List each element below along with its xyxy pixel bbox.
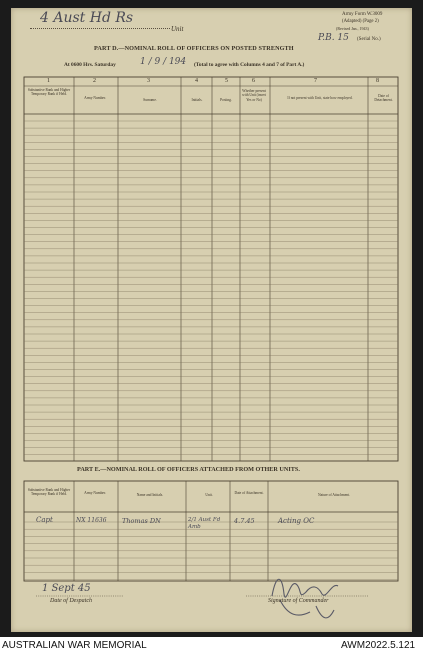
part-d-time-suffix: (Total to agree with Columns 4 and 7 of Part A.) xyxy=(194,62,305,68)
e-entry-nature: Acting OC xyxy=(278,517,315,525)
part-e-title: PART E.—NOMINAL ROLL OF OFFICERS ATTACHED FROM OTHER UNITS. xyxy=(77,466,300,473)
footer-institution: AUSTRALIAN WAR MEMORIAL xyxy=(2,640,147,651)
footer-accession: AWM2022.5.121 xyxy=(341,640,416,651)
unit-label: Unit xyxy=(171,25,184,33)
part-d-time-prefix: At 0600 Hrs. Saturday xyxy=(64,62,116,68)
e-entry-name: Thomas DN xyxy=(122,517,161,525)
e-entry-date: 4.7.45 xyxy=(234,517,255,525)
despatch-label: Date of Despatch xyxy=(50,598,92,604)
unit-handwritten: 4 Aust Hd Rs xyxy=(40,10,134,26)
col-number-3: 3 xyxy=(147,78,150,84)
col-header-rank: Substantive Rank and Higher Temporary Rank if Held. xyxy=(27,88,71,97)
archive-footer xyxy=(0,637,423,653)
e-header-date: Date of Attachment. xyxy=(234,491,264,495)
commander-signature-scrawl xyxy=(262,566,352,626)
part-d-date-handwritten: 1 / 9 / 194 xyxy=(140,57,187,67)
col-number-1: 1 xyxy=(47,78,50,84)
e-header-rank: Substantive Rank and Higher Temporary Rank if Held. xyxy=(27,488,71,497)
serial-handwritten: P.B. 15 xyxy=(318,33,349,43)
e-header-name: Name and Initials. xyxy=(136,493,164,497)
col-header-army-number: Army Number. xyxy=(84,96,106,100)
col-number-7: 7 xyxy=(314,78,317,84)
e-entry-unit: 2/1 Aust Fd Amb xyxy=(188,517,221,530)
despatch-date-handwritten: 1 Sept 45 xyxy=(42,583,91,594)
col-number-6: 6 xyxy=(252,78,255,84)
serial-label: (Serial No.) xyxy=(357,37,381,42)
col-header-employed: If not present with Unit, state how employed. xyxy=(287,96,353,100)
army-form-label: Army Form W.3009 xyxy=(342,12,383,17)
e-entry-rank: Capt xyxy=(36,516,53,524)
e-entry-number: NX 11636 xyxy=(76,517,107,524)
col-number-8: 8 xyxy=(376,78,379,84)
col-number-4: 4 xyxy=(195,78,198,84)
e-header-nature: Nature of Attachment. xyxy=(317,493,351,497)
col-number-5: 5 xyxy=(225,78,228,84)
col-header-initials: Initials. xyxy=(191,98,203,102)
col-number-2: 2 xyxy=(93,78,96,84)
part-d-title: PART D.—NOMINAL ROLL OF OFFICERS ON POSTED STRENGTH xyxy=(94,45,294,52)
col-header-present: Whether present with Unit (insert Yes or No) xyxy=(242,89,266,102)
commander-label: Signature of Commander xyxy=(268,598,329,604)
col-header-posting: Posting. xyxy=(220,98,232,102)
e-header-army-number: Army Number. xyxy=(84,491,106,495)
col-header-detachment: Date of Detachment. xyxy=(374,94,393,103)
army-form-revised: (Revised Jan., 1943) xyxy=(336,26,369,31)
e-header-unit: Unit. xyxy=(205,493,213,497)
army-form-adapted: (Adapted) (Page 2) xyxy=(342,19,379,24)
col-header-surname: Surname. xyxy=(143,98,157,102)
